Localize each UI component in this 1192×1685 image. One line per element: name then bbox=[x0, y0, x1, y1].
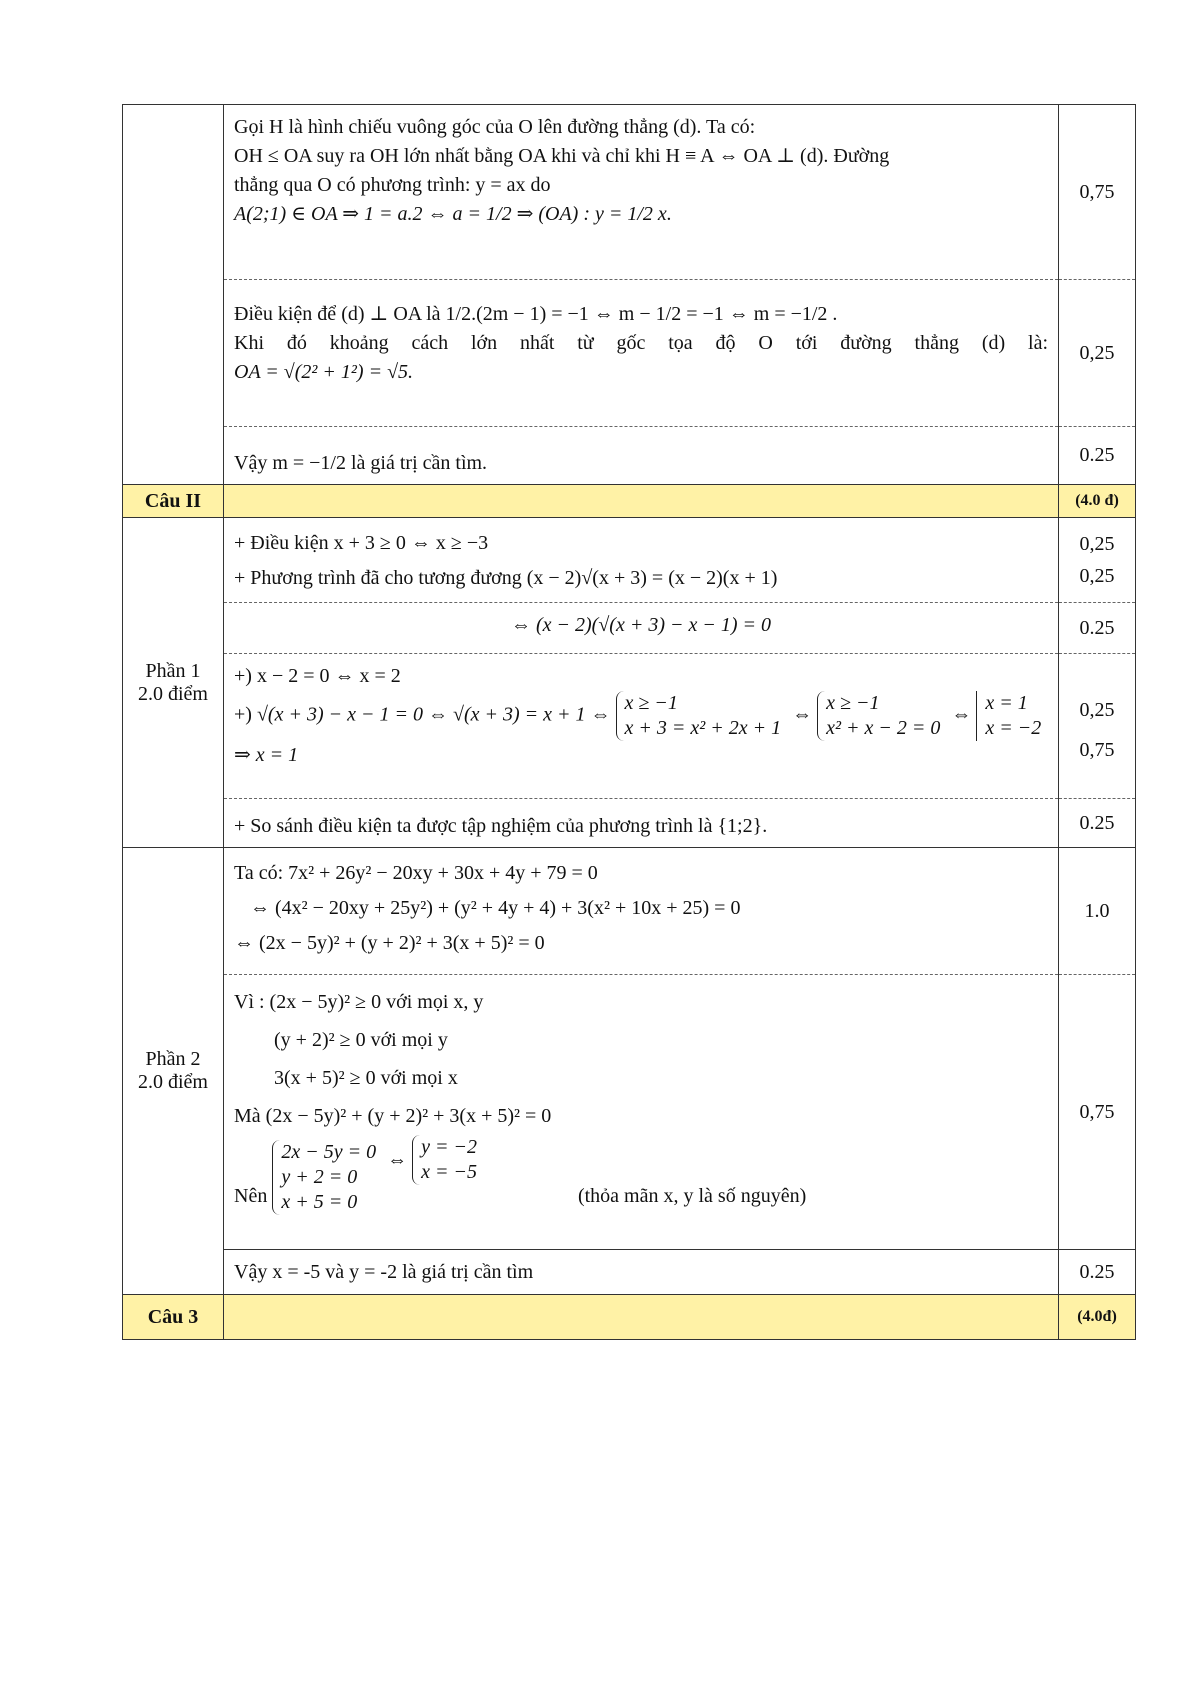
content-cell: Vậy x = -5 và y = -2 là giá trị cần tìm bbox=[224, 1250, 1059, 1295]
text-line: Vì : (2x − 5y)² ≥ 0 với mọi x, y bbox=[234, 991, 484, 1013]
formula-line: OA = √(2² + 1²) = √5. bbox=[234, 361, 414, 383]
table-row bbox=[123, 848, 1136, 975]
formula-line: A(2;1) ∈ OA ⇒ 1 = a.2 ⇔ a = 1/2 ⇒ (OA) : y = 1/2 x. bbox=[234, 203, 672, 225]
table-row bbox=[123, 427, 1136, 485]
table-row bbox=[123, 654, 1136, 799]
text-line: + Điều kiện x + 3 ≥ 0 ⇔ x ≥ −3 bbox=[234, 532, 489, 554]
grading-table bbox=[122, 104, 1136, 1340]
part-label: Phần 1 bbox=[145, 659, 201, 682]
content-cell bbox=[224, 105, 1059, 280]
system-row: x = −2 bbox=[985, 717, 1042, 739]
score-value: 0,25 bbox=[1079, 699, 1115, 721]
equation-system bbox=[412, 1135, 483, 1185]
part-points: 2.0 điểm bbox=[138, 1071, 208, 1093]
score-cell: 0,25 bbox=[1059, 280, 1136, 427]
score-cell: 0.25 bbox=[1059, 799, 1136, 848]
text-line: 3(x + 5)² ≥ 0 với mọi x bbox=[274, 1067, 458, 1089]
section-header-row bbox=[123, 485, 1136, 518]
score-cell bbox=[1059, 518, 1136, 603]
table-row bbox=[123, 105, 1136, 280]
plus-marker: +) bbox=[234, 703, 252, 726]
note-text: (thỏa mãn x, y là số nguyên) bbox=[577, 1185, 807, 1207]
text-line: Mà (2x − 5y)² + (y + 2)² + 3(x + 5)² = 0 bbox=[234, 1105, 552, 1127]
table-row bbox=[123, 1250, 1136, 1295]
score-cell: 0.25 bbox=[1059, 1250, 1136, 1295]
section-label: Câu II bbox=[123, 485, 224, 518]
system-line bbox=[234, 691, 1048, 741]
text-line: Khi đó khoảng cách lớn nhất từ gốc tọa độ O tới đường thẳng (d) là: bbox=[234, 332, 1048, 354]
section-score: (4.0 đ) bbox=[1059, 485, 1136, 518]
content-cell: + So sánh điều kiện ta được tập nghiệm của phương trình là {1;2}. bbox=[224, 799, 1059, 848]
text-line: +) x − 2 = 0 ⇔ x = 2 bbox=[234, 665, 401, 687]
header-filler bbox=[224, 1295, 1059, 1340]
equation-system bbox=[817, 691, 946, 741]
table-row bbox=[123, 975, 1136, 1250]
section-score: (4.0đ) bbox=[1059, 1295, 1136, 1340]
text-line: Điều kiện để (d) ⊥ OA là 1/2.(2m − 1) = −1 ⇔ m − 1/2 = −1 ⇔ m = −1/2 . bbox=[234, 303, 838, 325]
table-row bbox=[123, 280, 1136, 427]
system-row: x = 1 bbox=[985, 692, 1028, 714]
content-cell bbox=[224, 975, 1059, 1250]
text-line: OH ≤ OA suy ra OH lớn nhất bằng OA khi và chỉ khi H ≡ A ⇔ OA ⊥ (d). Đường bbox=[234, 145, 890, 167]
system-row: x ≥ −1 bbox=[624, 692, 678, 714]
system-row: 2x − 5y = 0 bbox=[281, 1141, 377, 1163]
header-filler bbox=[224, 485, 1059, 518]
content-cell bbox=[224, 848, 1059, 975]
score-cell: 0.25 bbox=[1059, 603, 1136, 654]
table-row bbox=[123, 518, 1136, 603]
iff-symbol: ⇔ bbox=[387, 1149, 408, 1171]
content-cell bbox=[224, 654, 1059, 799]
system-row: x + 3 = x² + 2x + 1 bbox=[624, 717, 782, 739]
table-row bbox=[123, 603, 1136, 654]
text-line: Ta có: 7x² + 26y² − 20xy + 30x + 4y + 79 = 0 bbox=[234, 862, 598, 884]
equation-system bbox=[616, 691, 788, 741]
section-header-row bbox=[123, 1295, 1136, 1340]
system-row: x + 5 = 0 bbox=[281, 1191, 358, 1213]
system-line bbox=[234, 1135, 1048, 1215]
part-label-cell bbox=[123, 518, 224, 848]
content-cell bbox=[224, 518, 1059, 603]
system-row: y = −2 bbox=[421, 1136, 477, 1158]
text-line: (y + 2)² ≥ 0 với mọi y bbox=[274, 1029, 448, 1051]
content-cell bbox=[224, 280, 1059, 427]
text-line: Gọi H là hình chiếu vuông góc của O lên đường thẳng (d). Ta có: bbox=[234, 116, 756, 138]
score-value: 0,25 bbox=[1079, 533, 1115, 555]
score-cell bbox=[1059, 654, 1136, 799]
iff-symbol: ⇔ bbox=[951, 703, 972, 726]
part-label-cell bbox=[123, 848, 224, 1295]
result-line: ⇒ x = 1 bbox=[234, 744, 299, 766]
empty-cell bbox=[123, 105, 224, 485]
formula-line: ⇔ (2x − 5y)² + (y + 2)² + 3(x + 5)² = 0 bbox=[234, 932, 545, 954]
equation-system bbox=[272, 1140, 382, 1215]
score-value: 0,25 bbox=[1079, 565, 1115, 587]
text-line: + Phương trình đã cho tương đương (x − 2)√(x + 3) = (x − 2)(x + 1) bbox=[234, 567, 778, 589]
system-row: y + 2 = 0 bbox=[281, 1166, 358, 1188]
formula-line: ⇔ (4x² − 20xy + 25y²) + (y² + 4y + 4) + 3(x² + 10x + 25) = 0 bbox=[250, 897, 741, 919]
score-value: 0,75 bbox=[1079, 739, 1115, 761]
text-line: thẳng qua O có phương trình: y = ax do bbox=[234, 174, 551, 196]
nen-label: Nên bbox=[234, 1185, 268, 1207]
score-cell: 0,75 bbox=[1059, 105, 1136, 280]
score-cell: 1.0 bbox=[1059, 848, 1136, 975]
system-row: x ≥ −1 bbox=[826, 692, 880, 714]
text-line: Vậy m = −1/2 là giá trị cần tìm. bbox=[234, 452, 488, 474]
score-cell: 0,75 bbox=[1059, 975, 1136, 1250]
score-cell: 0.25 bbox=[1059, 427, 1136, 485]
part-label: Phần 2 bbox=[145, 1048, 201, 1070]
content-cell bbox=[224, 427, 1059, 485]
part-points: 2.0 điểm bbox=[138, 682, 208, 705]
content-cell: ⇔ (x − 2)(√(x + 3) − x − 1) = 0 bbox=[224, 603, 1059, 654]
section-label: Câu 3 bbox=[123, 1295, 224, 1340]
equation-alternatives bbox=[976, 691, 1047, 741]
table-row bbox=[123, 799, 1136, 848]
iff-symbol: ⇔ bbox=[792, 703, 813, 726]
equation: √(x + 3) − x − 1 = 0 ⇔ √(x + 3) = x + 1 ⇔ bbox=[256, 703, 611, 726]
system-row: x = −5 bbox=[421, 1161, 477, 1183]
system-row: x² + x − 2 = 0 bbox=[826, 717, 941, 739]
